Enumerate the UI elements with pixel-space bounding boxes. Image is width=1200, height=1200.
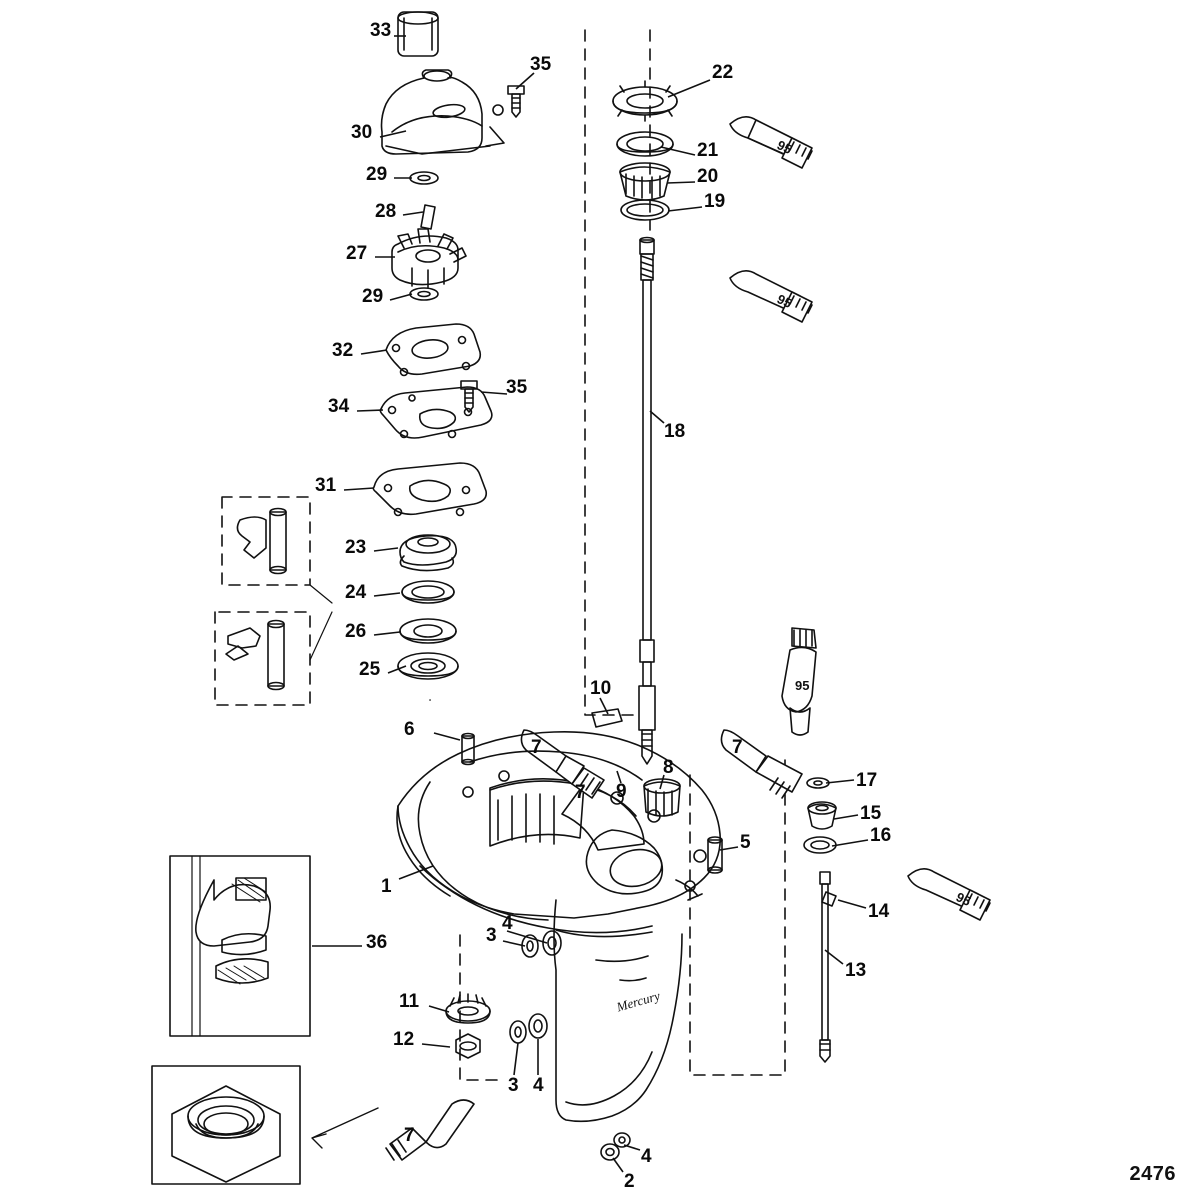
callout-35-upper: 35 [530, 54, 552, 75]
svg-text:95: 95 [953, 889, 974, 910]
callout-7d: 7 [404, 1125, 415, 1146]
svg-text:95: 95 [774, 291, 795, 312]
callout-6: 6 [404, 719, 415, 740]
callout-23: 23 [345, 537, 367, 558]
callout-32: 32 [332, 340, 354, 361]
callout-3-upper: 3 [486, 925, 497, 946]
callout-29-upper: 29 [366, 164, 388, 185]
callout-4-bottom: 4 [641, 1146, 652, 1167]
callout-18: 18 [664, 421, 686, 442]
svg-text:95: 95 [795, 678, 810, 693]
callout-7b: 7 [575, 782, 586, 803]
callout-30: 30 [351, 122, 373, 143]
callout-26: 26 [345, 621, 367, 642]
callout-31: 31 [315, 475, 337, 496]
callout-4-upper: 4 [502, 913, 513, 934]
callout-16: 16 [870, 825, 892, 846]
callout-24: 24 [345, 582, 367, 603]
callout-29-lower: 29 [362, 286, 384, 307]
callout-35-lower: 35 [506, 377, 528, 398]
callout-9: 9 [616, 781, 627, 802]
svg-text:Mercury: Mercury [614, 987, 662, 1015]
callout-20: 20 [697, 166, 719, 187]
callout-10: 10 [590, 678, 612, 699]
callout-19: 19 [704, 191, 726, 212]
callout-5: 5 [740, 832, 751, 853]
callout-11: 11 [399, 991, 420, 1012]
callout-3-lower: 3 [508, 1075, 519, 1096]
callout-4-lower: 4 [533, 1075, 544, 1096]
callout-12: 12 [393, 1029, 415, 1050]
callout-8: 8 [663, 757, 674, 778]
callout-25: 25 [359, 659, 381, 680]
callout-1: 1 [381, 876, 392, 897]
callout-17: 17 [856, 770, 878, 791]
callout-13: 13 [845, 960, 867, 981]
callout-15: 15 [860, 803, 882, 824]
callout-34: 34 [328, 396, 350, 417]
diagram-id: 2476 [1129, 1163, 1176, 1185]
callout-28: 28 [375, 201, 397, 222]
callout-2: 2 [624, 1171, 635, 1192]
callout-33: 33 [370, 20, 392, 41]
callout-7a: 7 [531, 737, 542, 758]
callout-7c: 7 [732, 737, 743, 758]
svg-text:95: 95 [774, 137, 795, 158]
callout-21: 21 [697, 140, 719, 161]
callout-27: 27 [346, 243, 368, 264]
callout-22: 22 [712, 62, 734, 83]
callout-36: 36 [366, 932, 388, 953]
callout-14: 14 [868, 901, 890, 922]
